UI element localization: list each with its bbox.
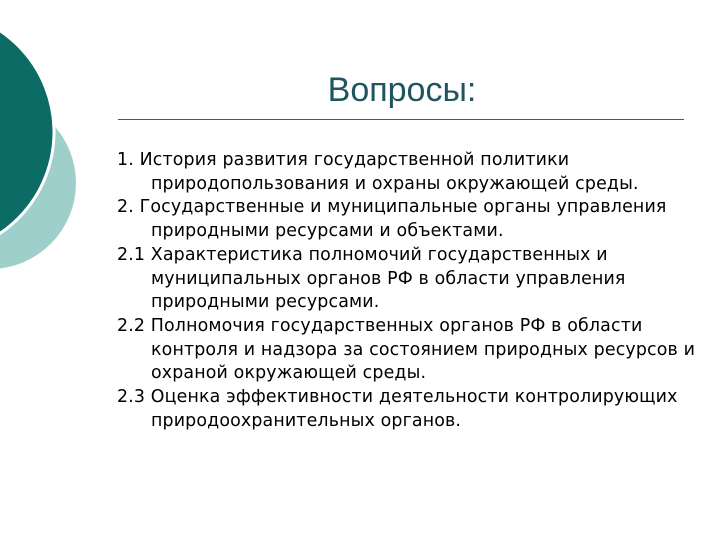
title-divider [118, 119, 684, 120]
question-item-2-1: 2.1 Характеристика полномочий государственных и муниципальных органов РФ в области управления природными ресурсами. [117, 244, 626, 313]
questions-list [117, 149, 707, 433]
decorative-circles [0, 0, 110, 300]
question-item-2-3: 2.3 Оценка эффективности деятельности контролирующих природоохранительных органов. [117, 387, 678, 431]
question-item-2: 2. Государственные и муниципальные органы управления природными ресурсами и объектами. [117, 197, 667, 242]
slide-title: Вопросы: [327, 71, 477, 109]
question-item-1: 1. История развития государственной политики природопользования и охраны окружающей среды. [117, 150, 639, 194]
question-item-2-2: 2.2 Полномочия государственных органов РФ в области контроля и надзора за состоянием природных ресурсов и охраной окружающей среды. [117, 315, 696, 384]
